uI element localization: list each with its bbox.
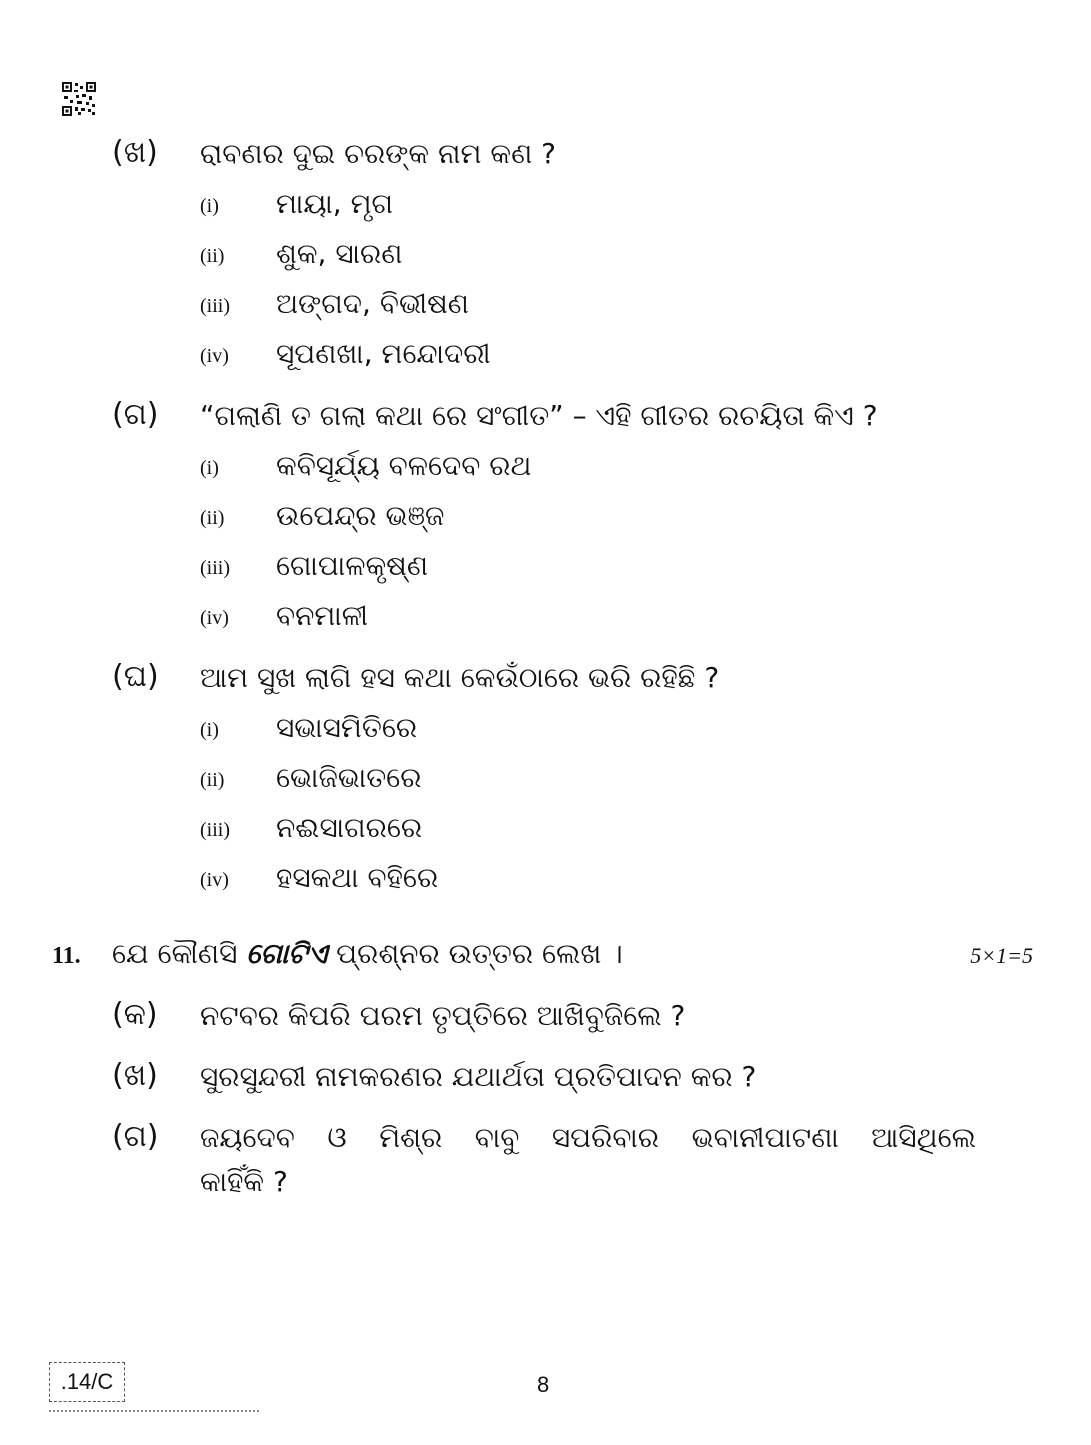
- question-label: (କ): [112, 997, 158, 1032]
- option-text: ସୂପଣଖା, ମନ୍ଦୋଦରୀ: [276, 337, 491, 370]
- option-text: ଅଙ୍ଗଦ, ବିଭୀଷଣ: [276, 287, 469, 320]
- option-text: ବନମାଳୀ: [276, 599, 369, 632]
- option-number: (i): [200, 719, 219, 741]
- question-number: 11.: [52, 943, 81, 969]
- question-label: (ଘ): [112, 659, 159, 694]
- option-number: (iv): [200, 345, 229, 367]
- paper-code: .14/C: [49, 1362, 125, 1402]
- marks-allocation: 5×1=5: [970, 943, 1033, 968]
- question-label: (ଖ): [112, 1058, 158, 1093]
- question-text: “ଗଲାଣି ତ ଗଲା କଥା ରେ ସଂଗୀତ” – ଏହି ଗୀତର ରଚୟିତା କିଏ ?: [200, 399, 878, 432]
- option-number: (i): [200, 457, 219, 479]
- option-number: (ii): [200, 245, 225, 267]
- question-text: ଆମ ସୁଖ ଲାଗି ହସ କଥା କେଉଁଠାରେ ଭରି ରହିଛି ?: [200, 661, 720, 694]
- page-number: 8: [537, 1372, 550, 1397]
- question-11-instruction: [112, 936, 623, 972]
- question-text-continued: କାହିଁକି ?: [200, 1165, 288, 1198]
- option-number: (ii): [200, 769, 225, 791]
- option-text: ହସକଥା ବହିରେ: [276, 861, 439, 894]
- option-number: (iv): [200, 869, 229, 891]
- option-number: (iii): [200, 295, 230, 317]
- instruction-emphasis: ଗୋଟିଏ: [246, 937, 328, 970]
- option-text: ଭୋଜିଭାତରେ: [276, 761, 422, 794]
- option-text: ସଭାସମିତିରେ: [276, 711, 418, 744]
- option-number: (iii): [200, 557, 230, 579]
- question-text: ରାବଣର ଦୁଇ ଚରଙ୍କ ନାମ କଣ ?: [200, 137, 556, 170]
- question-text: ନଟବର କିପରି ପରମ ତୃପ୍ତିରେ ଆଖିବୁଜିଲେ ?: [200, 999, 686, 1032]
- option-number: (ii): [200, 507, 225, 529]
- qr-code-icon: [62, 82, 96, 116]
- question-label: (ଖ): [112, 135, 158, 170]
- question-text: ସୁରସୁନ୍ଦରୀ ନାମକରଣର ଯଥାର୍ଥତା ପ୍ରତିପାଦନ କର ?: [200, 1060, 757, 1093]
- option-text: ଉପେନ୍ଦ୍ର ଭଞ୍ଜ: [276, 499, 445, 532]
- code-divider: [49, 1410, 259, 1415]
- option-number: (iv): [200, 607, 229, 629]
- option-text: ଗୋପାଳକୃଷ୍ଣ: [276, 549, 428, 582]
- instruction-text: ପ୍ରଶ୍ନର ଉତ୍ତର ଲେଖ ।: [327, 937, 623, 970]
- option-text: ନଈସାଗରରେ: [276, 811, 423, 844]
- question-label: (ଗ): [112, 397, 159, 432]
- option-text: କବିସୂର୍ଯ୍ୟ ବଳଦେବ ରଥ: [276, 449, 532, 482]
- option-text: ଶୁକ, ସାରଣ: [276, 237, 403, 270]
- option-number: (i): [200, 195, 219, 217]
- instruction-text: ଯେ କୌଣସି: [112, 937, 247, 970]
- option-number: (iii): [200, 819, 230, 841]
- option-text: ମାୟା, ମୃଗ: [276, 187, 394, 220]
- question-text: ଜୟଦେବ ଓ ମିଶ୍ର ବାବୁ ସପରିବାର ଭବାନୀପାଟଣା ଆସିଥିଲେ: [200, 1121, 976, 1154]
- question-label: (ଗ): [112, 1119, 159, 1154]
